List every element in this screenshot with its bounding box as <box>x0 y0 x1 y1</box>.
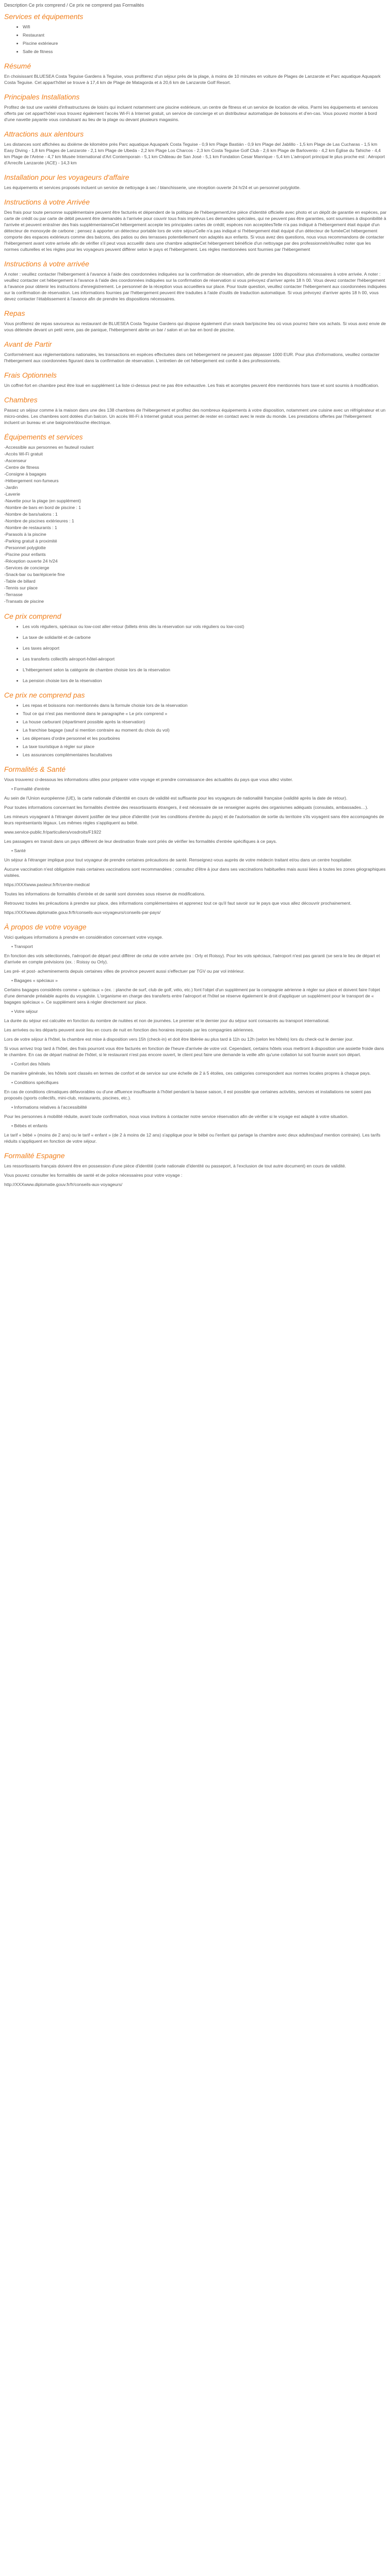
section-title-avant-partir: Avant de Partir <box>4 340 52 348</box>
a-propos-para: Certains bagages considérés comme « spéciaux » (ex. : planche de surf, club de golf, vélo, etc.) font l'objet d'un supplément par la compagnie aérienne à régler sur place et doivent faire l'objet d'une demande préalable auprès du voyagiste. L'organisme en charge des transferts entre l'aéroport et l'hôtel se réserve également le droit d'appliquer un supplément pour le transport de « bagages spéciaux ». Ce supplément sera à régler directement sur place. <box>4 987 380 1005</box>
section-title-chambres: Chambres <box>4 396 38 404</box>
formalites-para: Pour toutes informations concernant les formalités d'entrée des ressortissants étrangers, il est nécessaire de se renseigner auprès des organismes adéquats (consulats, ambassades…). <box>4 805 368 810</box>
list-item: • L'hébergement selon la catégorie de chambre choisie lors de la réservation <box>23 667 387 673</box>
section-title-formalites: Formalités & Santé <box>4 765 66 773</box>
equipement-line: -Personnel polyglotte <box>4 545 46 550</box>
equipement-line: -Laverie <box>4 492 21 497</box>
list-item: • La pension choisie lors de la réservation <box>23 677 387 684</box>
list-item: • La taxe touristique à régler sur place <box>23 743 387 750</box>
formalites-para: Un séjour à l'étranger implique pour tout voyageur de prendre certaines précautions de santé. Renseignez-vous auprès de votre médecin traitant et/ou dans un centre hospitalier. <box>4 857 352 862</box>
formalites-para: Au sein de l'Union européenne (UE), la carte nationale d'identité en cours de validité est suffisante pour les voyageurs de nationalité française (validité après la date de retour). <box>4 795 348 801</box>
equipement-line: -Ascenseur <box>4 458 27 463</box>
instructions-arrivee2-section <box>4 260 387 302</box>
equipement-line: -Snack-bar ou bar/épicerie fine <box>4 572 65 577</box>
equipement-line: -Transats de piscine <box>4 599 44 604</box>
equipement-line: -Accès Wi-Fi gratuit <box>4 451 43 456</box>
formalites-link: https://XXXwww.diplomatie.gouv.fr/fr/conseils-aux-voyageurs/conseils-par-pays/ <box>4 910 161 915</box>
a-propos-para: Pour les personnes à mobilité réduite, avant toute confirmation, nous vous invitons à contacter notre service réservation afin de vérifier si le voyage est adapté à votre situation. <box>4 1114 349 1119</box>
formalites-link: www.service-public.fr/particuliers/vosdroits/F1922 <box>4 829 102 835</box>
resume-section <box>4 62 387 86</box>
list-item: • Restaurant <box>23 32 387 38</box>
avant-partir-text: Conformément aux réglementations nationales, les transactions en espèces effectuées dans cet hébergement ne peuvent pas dépasser 1000 EUR. Pour plus d'informations, veuillez contacter l'hébergement aux coordonnées figurant dans la confirmation de réservation. L'entretien de cet hébergement est confié à des professionnels. <box>4 352 380 363</box>
section-title-a-propos: À propos de votre voyage <box>4 923 87 931</box>
resume-text: En choisissant BLUESEA Costa Teguise Gardens à Teguise, vous profiterez d'un séjour près de la plage, à moins de 10 minutes en voiture de Plages de Lanzarote et Parc aquatique Aquapark Costa Teguise. Cet appart'hôtel se trouve à 17,4 km de Plage de Matagorda et à 20,6 km de Lanzarote Golf Resort. <box>4 74 381 85</box>
equipement-line: -Hébergement non-fumeurs <box>4 478 59 483</box>
section-title-repas: Repas <box>4 309 25 317</box>
a-propos-subheading: • Informations relatives à l'accessibilité <box>11 1105 87 1110</box>
section-title-frais-optionnels: Frais Optionnels <box>4 371 57 379</box>
list-item: • Salle de fitness <box>23 48 387 55</box>
formalites-para: Les mineurs voyageant à l'étranger doivent justifier de leur pièce d'identité (voir les conditions d'entrée du pays) et de l'autorisation de sortie du territoire s'ils voyagent sans être accompagnés de leurs représentants légaux. Les mêmes règles s'appliquent au bébé. <box>4 814 384 825</box>
repas-section <box>4 309 387 333</box>
principales-section <box>4 93 387 123</box>
section-title-ce-prix-comprend: Ce prix comprend <box>4 612 61 620</box>
ce-prix-ne-comprend-pas-section <box>4 691 387 758</box>
services-section <box>4 12 387 55</box>
a-propos-para: De manière générale, les hôtels sont classés en termes de confort et de service sur une échelle de 2 à 5 étoiles, ces catégories correspondent aux normes locales propres à chaque pays. <box>4 1071 371 1076</box>
attractions-text: Les distances sont affichées au dixième de kilomètre près Parc aquatique Aquapark Costa Teguise - 0,9 km Plage Bastián - 0,9 km Plage del Jablillo - 1,5 km Plage de Las Cucharas - 1,5 km Easy Diving - 1,8 km Plages de Lanzarote - 2,1 km Plage de Ubeda - 2,2 km Plage Los Charcos - 2,3 km Costa Teguise Golf Club - 2,6 km Plage de Barlovento - 4,2 km Église du Tahiche - 4,4 km Plage de l'Arène - 4,7 km Musée International d'Art Contemporain - 5,1 km Château de San José - 5,1 km Fondation Cesar Manrique - 5,4 km L'aéroport principal le plus proche est : Aéroport d'Arrecife Lanzarote (ACE) - 14,3 km <box>4 142 385 165</box>
formalites-subheading: • Formalité d'entrée <box>11 786 50 791</box>
formalites-para: Vous trouverez ci-dessous les informations utiles pour préparer votre voyage et prendre connaissance des actualités du pays que vous allez visiter. <box>4 777 293 782</box>
chambres-section <box>4 396 387 426</box>
section-title-instructions-arrivee-2: Instructions à votre arrivée <box>4 260 89 268</box>
formalites-section <box>4 765 387 916</box>
ce-prix-comprend-section <box>4 612 387 684</box>
list-item: • Les taxes aéroport <box>23 645 387 651</box>
equipement-line: -Parking gratuit à proximité <box>4 538 57 544</box>
list-item: • La taxe de solidarité et de carbone <box>23 634 387 640</box>
a-propos-section <box>4 923 387 1144</box>
equipement-line: -Piscine pour enfants <box>4 552 46 557</box>
list-item: • Tout ce qui n'est pas mentionné dans le paragraphe « Le prix comprend » <box>23 710 387 717</box>
a-propos-para: Le tarif « bébé » (moins de 2 ans) ou le tarif « enfant » (de 2 à moins de 12 ans) s'applique pour le bébé ou l'enfant qui partage la chambre avec deux adultes(sauf mention contraire). Les tarifs réduits s'appliquent en fonction de votre séjour. <box>4 1132 381 1144</box>
equipement-line: -Nombre de piscines extérieures : 1 <box>4 518 74 523</box>
formalite-espagne-para: Les ressortissants français doivent être en possession d'une pièce d'identité (carte nationale d'identité ou passeport, à l'exclusion de tout autre document) en cours de validité. <box>4 1163 346 1168</box>
equipement-line: -Réception ouverte 24 h/24 <box>4 558 58 564</box>
section-title-equipements: Équipements et services <box>4 433 83 441</box>
list-item: • La franchise bagage (sauf si mention contraire au moment du choix du vol) <box>23 727 387 733</box>
formalites-para: Les passagers en transit dans un pays différent de leur destination finale sont priés de vérifier les formalités d'entrée spécifiques à ce pays. <box>4 839 277 844</box>
a-propos-para: En cas de conditions climatiques défavorables ou d'une affluence insuffisante à l'hôtel pendant la basse saison, il est possible que certaines activités, services et installations ne soient pas proposés (sports collectifs, mini-club, restaurants, piscines, etc.). <box>4 1089 371 1100</box>
a-propos-subheading: • Conditions spécifiques <box>11 1080 59 1085</box>
list-item: • Les assurances complémentaires facultatives <box>23 752 387 758</box>
list-item: • Les vols réguliers, spéciaux ou low-cost aller-retour (billets émis dès la réservation sur vols réguliers ou low-cost) <box>23 623 387 630</box>
a-propos-para: Si vous arrivez trop tard à l'hôtel, des frais pourront vous être facturés en fonction de l'heure d'arrivée de votre vol. Cependant, certains hôtels vous mettront à disposition une assiette froide dans le chambre. En cas de départ matinal de l'hôtel, si le restaurant n'est pas encore ouvert, le client peut faire une demande la veille afin qu'une collation lui soit fournie avant son départ. <box>4 1046 384 1057</box>
formalites-para: Toutes les informations de formalités d'entrée et de santé sont données sous réserve de modifications. <box>4 891 206 896</box>
instructions-arrivee-section <box>4 198 387 252</box>
a-propos-subheading: • Bagages « spéciaux » <box>11 978 58 983</box>
section-title-attractions: Attractions aux alentours <box>4 130 84 138</box>
formalites-subheading: • Santé <box>11 848 26 853</box>
formalite-espagne-para: Vous pouvez consulter les formalités de santé et de police nécessaires pour votre voyage : <box>4 1173 183 1178</box>
a-propos-para: En fonction des vols sélectionnés, l'aéroport de départ peut différer de celui de votre arrivée (ex : Orly et Roissy). Pour les vols spéciaux, l'aéroport n'est pas garanti (se sera le lieu de départ et d'arrivée en compte prévisions (ex. : Roissy ou Orly). <box>4 953 380 964</box>
equipement-line: -Nombre de bars en bord de piscine : 1 <box>4 505 82 510</box>
equipement-line: -Navette pour la plage (en supplément) <box>4 498 82 503</box>
a-propos-subheading: • Votre séjour <box>11 1009 38 1014</box>
a-propos-subheading: • Transport <box>11 944 33 949</box>
attractions-section <box>4 130 387 166</box>
list-item: • Les repas et boissons non mentionnés dans la formule choisie lors de la réservation <box>23 702 387 708</box>
a-propos-para: Voici quelques informations à prendre en considération concernant votre voyage. <box>4 935 164 940</box>
intro-line: Description Ce prix comprend / Ce prix ne comprend pas Formalités <box>4 3 144 8</box>
section-title-services: Services et équipements <box>4 12 84 21</box>
list-item: • Les dépenses d'ordre personnel et les pourboires <box>23 735 387 741</box>
section-title-formalite-espagne: Formalité Espagne <box>4 1151 65 1160</box>
section-title-principales: Principales Installations <box>4 93 80 101</box>
equipement-line: -Accessible aux personnes en fauteuil roulant <box>4 445 94 450</box>
installation-section <box>4 173 387 191</box>
equipement-line: -Tennis sur place <box>4 585 38 590</box>
installation-text: Les équipements et services proposés incluent un service de nettoyage à sec / blanchisserie, une réception ouverte 24 h/24 et un personnel polyglotte. <box>4 185 301 190</box>
avant-partir-section <box>4 340 387 364</box>
a-propos-para: La durée du séjour est calculée en fonction du nombre de nuitées et non de journées. Le premier et le dernier jour du séjour sont consacrés au transport international. <box>4 1018 330 1023</box>
formalites-para: Aucune vaccination n'est obligatoire mais certaines vaccinations sont recommandées ; consultez d'être à jour dans ses vaccinations habituelles mais aussi liées à toutes les zones géographiques visitées. <box>4 867 386 878</box>
principales-text: Profitez de tout une variété d'infrastructures de loisirs qui incluent notamment une piscine extérieure, un centre de fitness et un service de location de vélos. Parmi les équipements et services offerts par cet appart'hôtel vous trouvez également l'accès Wi-Fi à Internet gratuit, un service de concierge et un distributeur automatique de boissons et d'en-cas. Vous pouvez monter à bord d'une navette payante vous conduisant au lieu de la plage ou devant plusieurs magasins. <box>4 105 378 122</box>
equipements-section <box>4 433 387 605</box>
formalites-para: Retrouvez toutes les précautions à prendre sur place, des informations complémentaires et apprenez tout ce qu'il faut savoir sur le pays que vous allez découvrir prochainement. <box>4 901 352 906</box>
equipement-line: -Centre de fitness <box>4 465 39 470</box>
equipement-line: -Nombre de restaurants : 1 <box>4 525 57 530</box>
page <box>0 0 391 1188</box>
chambres-text: Passez un séjour comme à la maison dans une des 138 chambres de l'hébergement et profitez des nombreux équipements à votre disposition, notamment une cuisine avec un réfrigérateur et un micro-ondes. Les chambres sont dotées d'un balcon. Un accès Wi-Fi à Internet gratuit vous permet de rester en contact avec le reste du monde. Les prestations offertes par l'hébergement incluent un bureau et une baignoire/douche électrique. <box>4 408 386 425</box>
section-title-instructions-arrivee: Instructions à votre Arrivée <box>4 198 90 206</box>
equipement-line: -Terrasse <box>4 592 23 597</box>
a-propos-para: Lors de votre séjour à l'hôtel, la chambre est mise à disposition vers 15h (check-in) et doit être libérée au plus tard à 11h ou 12h (selon les hôtels) lors du check-out le dernier jour. <box>4 1037 354 1042</box>
a-propos-subheading: • Confort des hôtels <box>11 1061 51 1066</box>
section-title-resume: Résumé <box>4 62 31 70</box>
a-propos-para: Les arrivées ou les départs peuvent avoir lieu en cours de nuit en fonction des horaires imposés par les compagnies aériennes. <box>4 1027 254 1032</box>
equipement-line: -Table de billard <box>4 579 36 584</box>
a-propos-subheading: • Bébés et enfants <box>11 1123 47 1128</box>
equipement-line: -Nombre de bars/salons : 1 <box>4 512 58 517</box>
list-item: • Wifi <box>23 24 387 30</box>
formalite-espagne-link: http://XXXwww.diplomatie.gouv.fr/fr/conseils-aux-voyageurs/ <box>4 1182 123 1187</box>
equipement-line: -Consigne à bagages <box>4 471 46 477</box>
list-item: • Les transferts collectifs aéroport-hôtel-aéroport <box>23 656 387 662</box>
frais-optionnels-text: Un coffret-fort en chambre peut être loué en supplément La liste ci-dessus peut ne pas être exhaustive. Les frais et acomptes peuvent être mentionnés hors taxe et sont soumis à modification. <box>4 383 379 388</box>
section-title-ce-prix-ne-comprend-pas: Ce prix ne comprend pas <box>4 691 85 699</box>
repas-text: Vous profiterez de repas savoureux au restaurant de BLUESEA Costa Teguise Gardens qui dispose également d'un snack bar/piscine lieu où vous pourrez faire vos achats. Si vous avez envie de vous détendre devant un petit verre, pas de panique, l'hébergement abrite un bar / salon et un bar en bord de piscine. <box>4 321 386 332</box>
instructions-arrivee2-text: A noter : veuillez contacter l'hébergement à l'avance à l'aide des coordonnées indiquées sur la confirmation de réservation, afin de prendre les dispositions nécessaires à votre arrivée. A noter : veuillez contacter cet hébergement à l'avance à l'aide des coordonnées indiquées sur la confirmation de réservation si vous prévoyez d'arriver après 18 h 00. Vous devez contacter l'hébergement à l'avance pour obtenir les instructions d'enregistrement. Le personnel de la réception vous accueillera sur place. Pour toute question, veuillez contacter l'hébergement aux coordonnées indiquées sur la confirmation de réservation. Les informations fournies par l'hébergement peuvent être traduites à l'aide d'outils de traduction automatique. Si vous prévoyez d'arriver après 18 h 00, vous devez contacter l'établissement à l'avance afin de prendre les dispositions nécessaires. <box>4 272 387 301</box>
instructions-arrivee-text: Des frais pour toute personne supplémentaire peuvent être facturés et dépendent de la politique de l'hébergementUne pièce d'identité officielle avec photo et un dépôt de garantie en espèces, par carte de crédit ou par carte de débit peuvent être demandés à l'arrivée pour couvrir tous frais imprévus Les demandes spéciales, qui ne peuvent pas être garanties, sont soumises à disponibilité à l'arrivée et peuvent entraîner des frais supplémentairesCet hébergement accepte les principales cartes de crédit; espèces non acceptéesTelle n'a pas indiqué à l'hébergement était équipé d'un détecteur de monoxyde de carbone ; pensez à apporter un détecteur portable lors de votre séjourCelle n'a pas indiqué si l'hébergement était équipé d'un détecteur de fuméeCet hébergement comporte des espaces extérieurs comme des balcons, des patios ou des terrasses potentiellement non adaptés aux enfants. Si vous avez des questions, nous vous recommandons de contacter l'hébergement avant votre arrivée afin de vérifier s'il peut vous accueillir dans une chambre adaptéeCet hébergement bénéficie d'un nettoyage par des professionnelsVeuillez noter que les normes culturelles et les règles pour les voyageurs peuvent différer selon le pays et l'hébergement. Les règles mentionnées sont fournies par l'hébergement <box>4 210 387 252</box>
equipement-line: -Jardin <box>4 485 18 490</box>
equipement-line: -Services de concierge <box>4 565 50 570</box>
a-propos-para: Les pré- et post- acheminements depuis certaines villes de province peuvent aussi s'effectuer par TGV ou par vol intérieur. <box>4 969 245 974</box>
frais-optionnels-section <box>4 371 387 388</box>
list-item: • La house carburant (répartiment possible après la réservation) <box>23 719 387 725</box>
list-item: • Piscine extérieure <box>23 40 387 46</box>
formalites-link: https://XXXwww.pasteur.fr/fr/centre-medical <box>4 882 90 887</box>
equipement-line: -Parasols à la piscine <box>4 532 46 537</box>
section-title-installation: Installation pour les voyageurs d'affaire <box>4 173 129 181</box>
formalite-espagne-section <box>4 1151 387 1188</box>
